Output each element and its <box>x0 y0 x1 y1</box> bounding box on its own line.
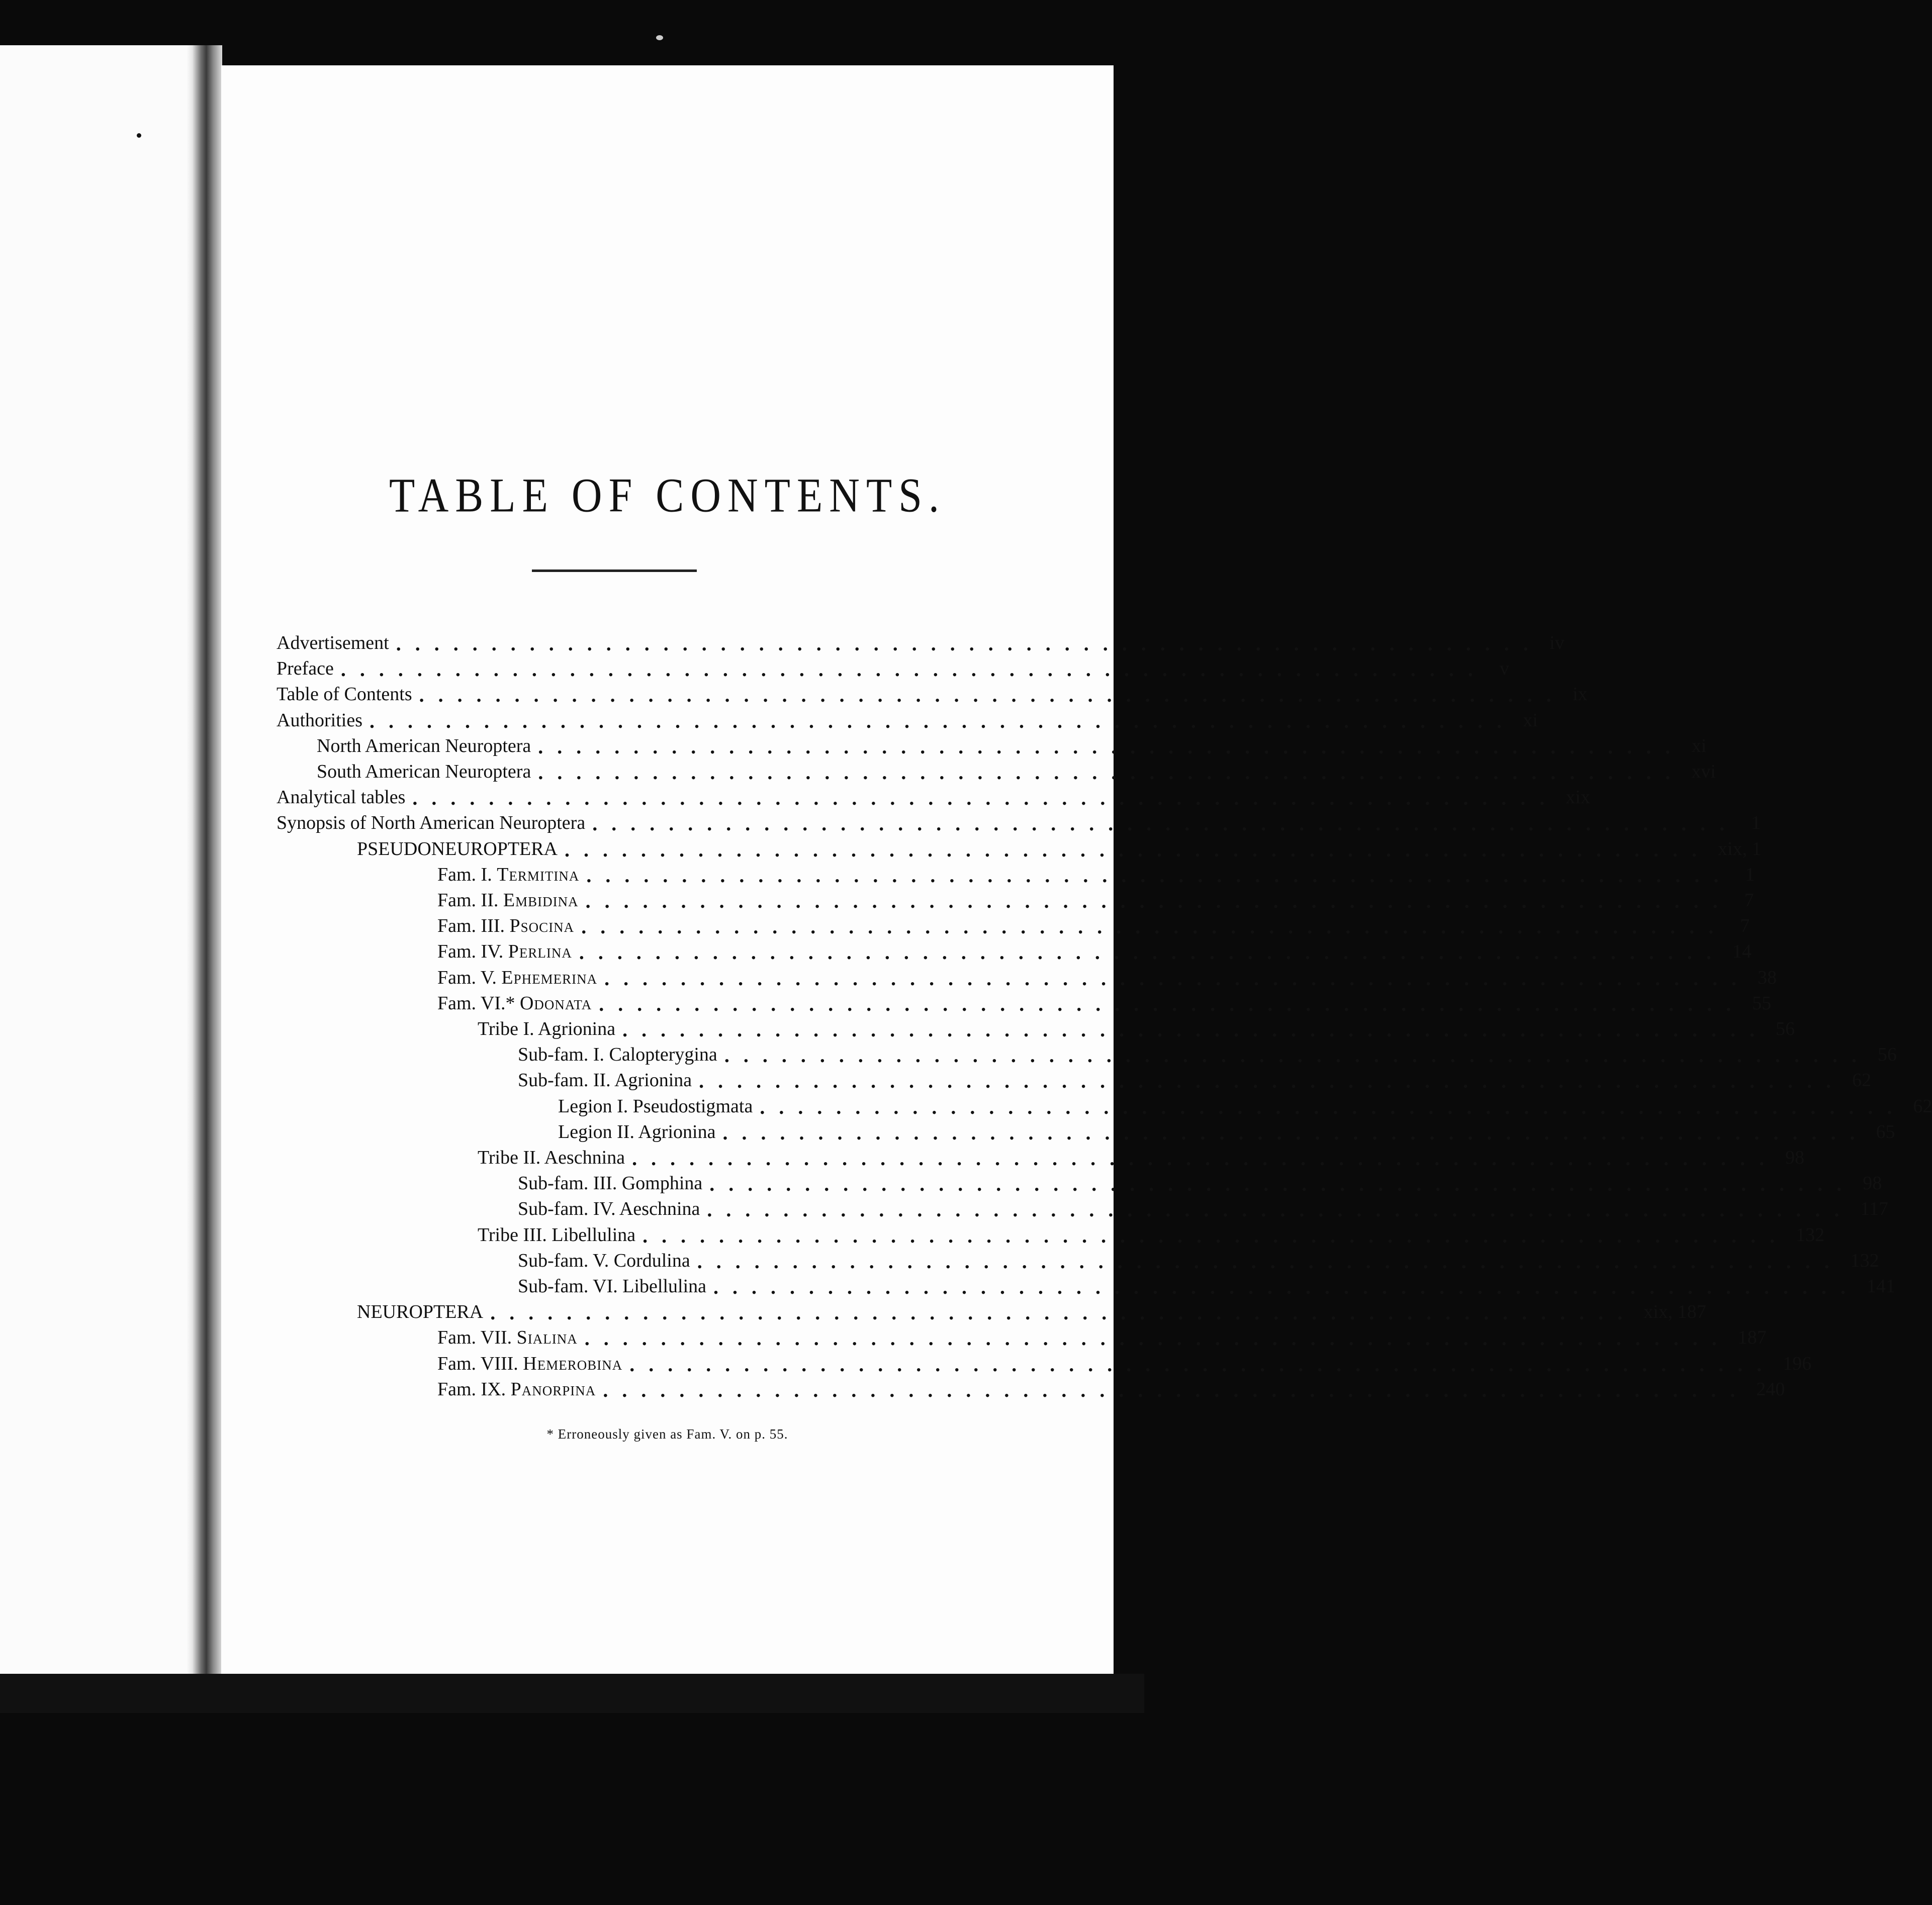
toc-page-number: xi <box>1523 709 1538 731</box>
toc-entry <box>277 706 1538 732</box>
toc-entry-label <box>437 864 579 886</box>
toc-entry <box>277 989 1772 1015</box>
dot-leader: ............................................................ <box>709 1173 1856 1196</box>
toc-entry-prefix: Sub-fam. III. <box>518 1173 617 1194</box>
toc-page-number: xix, 187 <box>1643 1301 1706 1323</box>
toc-page-number: 240 <box>1756 1378 1785 1400</box>
toc-entry <box>277 731 1707 758</box>
toc-entry-name: Agrionina <box>538 1018 616 1039</box>
toc-entry-name: Hemerobina <box>523 1353 623 1374</box>
toc-entry-name: South American Neuroptera <box>317 761 531 782</box>
toc-entry-label <box>277 812 585 834</box>
toc-entry-label <box>478 1224 635 1246</box>
toc-entry-prefix: Sub-fam. IV. <box>518 1198 616 1220</box>
toc-page-number: xix <box>1566 787 1590 808</box>
dot-leader: ............................................................ <box>340 658 1487 681</box>
book-gutter <box>187 45 222 1674</box>
toc-entry <box>277 680 1588 707</box>
toc-entry-name: NEUROPTERA <box>357 1301 484 1323</box>
toc-entry <box>277 757 1716 784</box>
toc-entry <box>277 1349 1812 1376</box>
toc-entry <box>277 1323 1767 1350</box>
toc-entry-name: Cordulina <box>613 1250 690 1271</box>
toc-entry-prefix: Fam. V. <box>437 967 497 988</box>
toc-entry-label <box>518 1198 700 1220</box>
toc-entry-prefix: Tribe I. <box>478 1018 534 1039</box>
toc-page-number: 117 <box>1860 1198 1888 1220</box>
toc-entry-label <box>357 1301 483 1323</box>
toc-page-number: xix, 1 <box>1718 838 1762 860</box>
toc-entry-label <box>437 967 597 989</box>
toc-entry-label <box>518 1172 702 1194</box>
dot-leader: ............................................................ <box>722 1121 1869 1144</box>
toc-entry-prefix: Legion II. <box>558 1121 634 1142</box>
dot-leader: ............................................................ <box>629 1353 1776 1376</box>
toc-entry <box>277 628 1565 655</box>
toc-entry-label <box>478 1018 615 1040</box>
dot-leader: ............................................................ <box>713 1276 1860 1298</box>
toc-entry <box>277 1194 1888 1221</box>
dot-leader: ............................................................ <box>584 1327 1731 1350</box>
toc-entry-name: Ephemerina <box>501 967 598 988</box>
toc-entry <box>277 654 1509 681</box>
toc-entry-name: PSEUDONEUROPTERA <box>357 838 558 860</box>
toc-entry-name: Synopsis of North American Neuroptera <box>277 812 586 834</box>
toc-entry-name: Embidina <box>503 890 579 911</box>
toc-entry-prefix: Sub-fam. VI. <box>518 1276 618 1297</box>
toc-page-number: xvi <box>1691 761 1716 782</box>
toc-entry-label <box>437 1353 622 1375</box>
toc-page-number: 38 <box>1758 967 1777 988</box>
toc-entry-label <box>437 915 574 937</box>
toc-entry-label <box>277 657 334 680</box>
toc-entry <box>277 860 1755 887</box>
ink-speck <box>137 133 141 138</box>
toc-page-number: ix <box>1573 684 1588 705</box>
dot-leader: ............................................................ <box>592 812 1739 835</box>
toc-entry-prefix: Fam. VIII. <box>437 1353 518 1374</box>
dot-leader: ............................................................ <box>603 1378 1750 1401</box>
toc-entry-name: Sialina <box>516 1327 578 1349</box>
toc-entry-name: Aeschnina <box>544 1147 625 1168</box>
toc-entry <box>277 1169 1882 1196</box>
toc-page-number: 14 <box>1732 941 1752 963</box>
toc-entry-name: Aeschnina <box>619 1198 700 1220</box>
toc-entry-label <box>277 683 412 705</box>
dot-leader: ............................................................ <box>586 864 1733 887</box>
toc-entry <box>277 1092 1932 1118</box>
dot-leader: ............................................................ <box>724 1044 1871 1067</box>
toc-entry-label <box>277 632 389 654</box>
toc-entry-label <box>437 1326 578 1349</box>
toc-page-number: 55 <box>1752 992 1772 1014</box>
toc-entry-name: Psocina <box>509 915 575 937</box>
dot-leader: ............................................................ <box>599 992 1745 1015</box>
dot-leader: ............................................................ <box>565 838 1711 861</box>
dot-leader: ............................................................ <box>538 735 1685 758</box>
dot-leader: ............................................................ <box>699 1070 1846 1093</box>
table-of-contents <box>277 628 1932 1905</box>
toc-entry-prefix: Tribe II. <box>478 1147 541 1168</box>
toc-page-number: 1 <box>1751 812 1761 834</box>
toc-entry-name: Preface <box>277 658 334 680</box>
toc-page-number: 196 <box>1783 1353 1812 1374</box>
toc-page-number: 7 <box>1744 890 1754 911</box>
dot-leader: ............................................................ <box>585 890 1732 912</box>
toc-entry <box>277 1246 1879 1273</box>
toc-entry <box>277 911 1750 938</box>
toc-entry-label <box>478 1147 625 1169</box>
toc-entry-prefix: Fam. III. <box>437 915 505 937</box>
toc-entry-name: Gomphina <box>621 1173 703 1194</box>
dot-leader: ............................................................ <box>604 967 1751 990</box>
dot-leader: ............................................................ <box>369 709 1516 732</box>
toc-entry-prefix: Fam. II. <box>437 890 499 911</box>
toc-page-number: iv <box>1549 632 1565 653</box>
toc-page-number: v <box>1499 658 1509 680</box>
dot-leader: ............................................................ <box>632 1147 1779 1170</box>
dot-leader: ............................................................ <box>581 915 1728 938</box>
toc-entry-label <box>437 940 572 963</box>
toc-entry <box>277 834 1762 861</box>
toc-entry-label <box>518 1250 690 1272</box>
toc-entry-prefix: Sub-fam. II. <box>518 1070 611 1091</box>
toc-entry-prefix: Fam. VII. <box>437 1327 512 1349</box>
dot-leader: ............................................................ <box>642 1224 1789 1247</box>
toc-entry-prefix: Fam. I. <box>437 864 492 885</box>
toc-page-number: 1 <box>1745 864 1755 885</box>
toc-entry <box>277 1040 1897 1067</box>
dot-leader: ............................................................ <box>707 1198 1854 1221</box>
dot-leader: ............................................................ <box>412 787 1559 810</box>
toc-entry-label <box>558 1121 715 1143</box>
toc-page-number: xi <box>1691 735 1707 756</box>
toc-entry <box>277 1117 1895 1144</box>
toc-entry-label <box>437 992 592 1014</box>
toc-entry-name: Libellulina <box>551 1224 636 1246</box>
toc-entry-name: Perlina <box>508 941 572 963</box>
toc-entry-name: Calopterygina <box>609 1044 717 1066</box>
toc-page-number: 187 <box>1737 1327 1767 1349</box>
toc-entry <box>277 937 1752 964</box>
toc-page-number: 7 <box>1740 915 1750 937</box>
toc-page-number: 62 <box>1913 1095 1932 1117</box>
toc-entry-name: Authorities <box>277 709 362 731</box>
toc-page-number: 141 <box>1867 1276 1896 1297</box>
toc-entry-label <box>518 1069 692 1091</box>
toc-entry <box>277 808 1761 835</box>
toc-entry-name: North American Neuroptera <box>317 735 531 756</box>
toc-entry-label <box>518 1043 717 1066</box>
toc-page-number: 98 <box>1785 1147 1805 1168</box>
dot-leader: ............................................................ <box>760 1095 1906 1118</box>
ink-speck <box>656 35 663 40</box>
toc-entry-name: Table of Contents <box>277 684 412 705</box>
toc-entry-name: Advertisement <box>277 632 389 653</box>
toc-entry-name: Panorpina <box>510 1378 596 1400</box>
title-rule <box>532 569 697 572</box>
toc-entry-label <box>357 838 558 860</box>
toc-page-number: 98 <box>1863 1173 1882 1194</box>
toc-entry <box>277 1272 1896 1298</box>
toc-entry <box>277 1220 1825 1247</box>
dot-leader: ............................................................ <box>419 684 1566 707</box>
toc-entry-label <box>437 889 579 911</box>
toc-page-number: 62 <box>1852 1070 1872 1091</box>
dot-leader: ............................................................ <box>490 1301 1637 1324</box>
footnote: * Erroneously given as Fam. V. on p. 55. <box>546 1426 788 1442</box>
dot-leader: ............................................................ <box>622 1018 1769 1041</box>
toc-entry-name: Analytical tables <box>277 787 406 808</box>
toc-entry-prefix: Tribe III. <box>478 1224 547 1246</box>
dot-leader: ............................................................ <box>697 1250 1844 1273</box>
toc-entry <box>277 1143 1805 1170</box>
toc-entry-label <box>558 1095 753 1117</box>
toc-page-number: 132 <box>1796 1224 1825 1246</box>
toc-entry-name: Termitina <box>497 864 580 885</box>
toc-entry-prefix: Sub-fam. V. <box>518 1250 609 1271</box>
toc-entry <box>277 1066 1872 1093</box>
toc-entry-name: Pseudostigmata <box>632 1095 753 1117</box>
toc-entry-label <box>317 760 531 783</box>
toc-entry-prefix: Legion I. <box>558 1095 628 1117</box>
facing-page <box>0 45 194 1674</box>
toc-entry <box>277 1297 1706 1324</box>
toc-entry-name: Libellulina <box>622 1276 707 1297</box>
toc-entry-label <box>518 1275 706 1297</box>
toc-entry-name: Odonata <box>519 992 592 1014</box>
toc-entry-label <box>277 709 362 731</box>
toc-entry-name: Agrionina <box>638 1121 716 1142</box>
toc-entry-prefix: Fam. IX. <box>437 1378 506 1400</box>
toc-entry <box>277 963 1777 990</box>
toc-entry-name: Agrionina <box>614 1070 692 1091</box>
toc-entry <box>277 783 1590 810</box>
toc-entry-label <box>317 735 531 757</box>
toc-entry-label <box>277 786 405 808</box>
toc-page-number: 132 <box>1850 1250 1879 1271</box>
toc-page-number: 65 <box>1876 1121 1895 1142</box>
toc-entry <box>277 1014 1795 1041</box>
toc-page-number: 56 <box>1776 1018 1795 1039</box>
page-title: TABLE OF CONTENTS. <box>389 468 946 523</box>
dot-leader: ............................................................ <box>579 941 1725 964</box>
toc-entry <box>277 886 1754 912</box>
toc-page-number: 56 <box>1877 1044 1897 1066</box>
toc-entry-label <box>437 1378 596 1400</box>
toc-entry-prefix: Fam. VI.* <box>437 992 515 1014</box>
toc-entry-prefix: Fam. IV. <box>437 941 504 963</box>
toc-entry <box>277 1375 1785 1401</box>
toc-entry-prefix: Sub-fam. I. <box>518 1044 605 1066</box>
dot-leader: ............................................................ <box>396 632 1542 655</box>
dot-leader: ............................................................ <box>538 761 1685 784</box>
